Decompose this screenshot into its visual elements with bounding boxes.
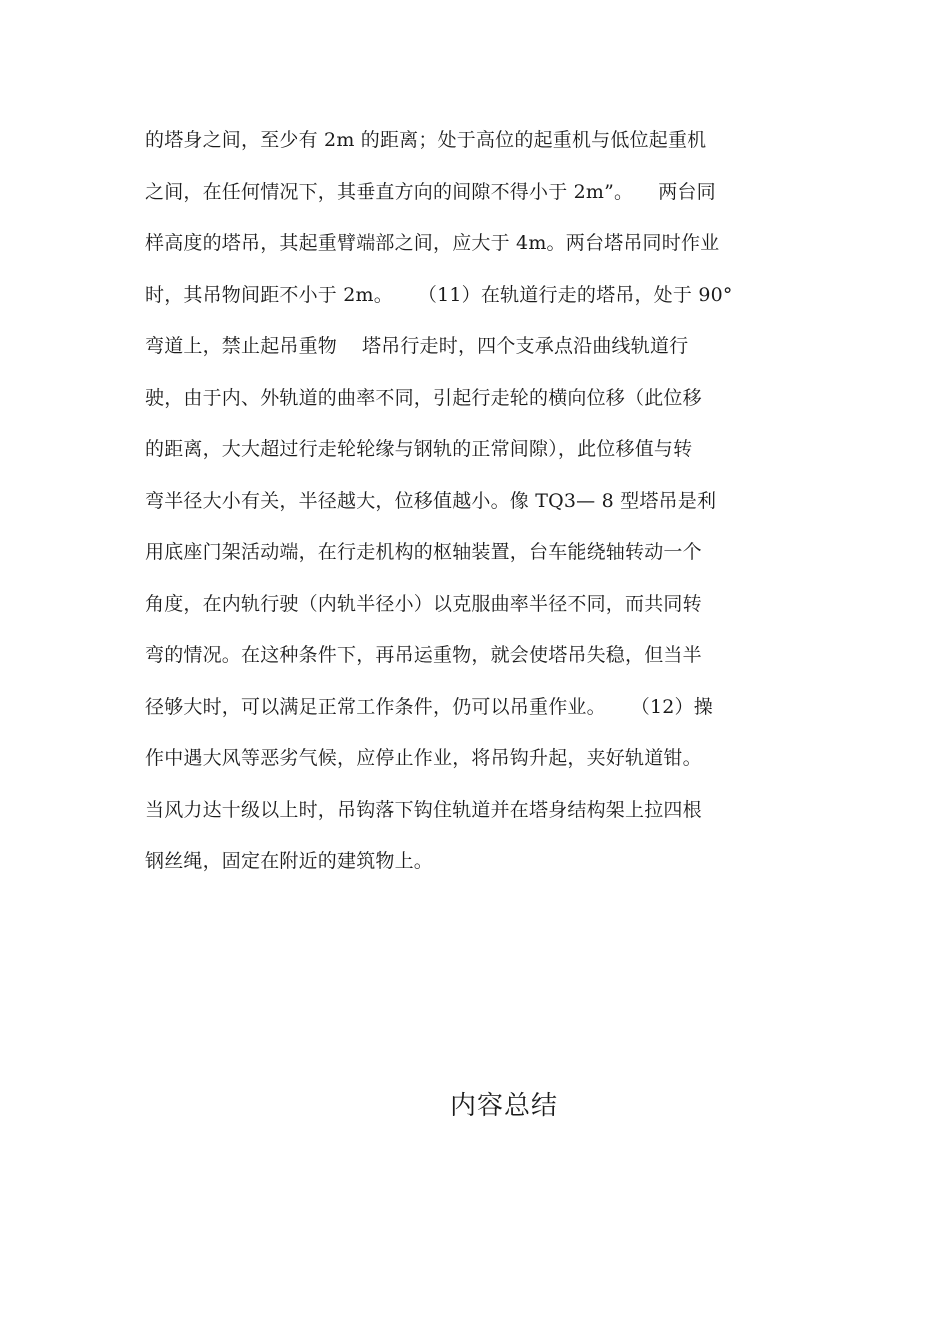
text-line: 驶，由于内、外轨道的曲率不同，引起行走轮的横向位移（此位移: [145, 386, 702, 409]
text-line: 作中遇大风等恶劣气候，应停止作业，将吊钩升起，夹好轨道钳。: [145, 747, 702, 769]
text-line: 弯的情况。在这种条件下，再吊运重物，就会使塔吊失稳，但当半: [145, 644, 702, 666]
text-line: 的塔身之间，至少有 2m 的距离；处于高位的起重机与低位起重机: [145, 129, 707, 151]
text-line: 角度，在内轨行驶（内轨半径小）以克服曲率半径不同，而共同转: [145, 592, 702, 615]
text-line: 样高度的塔吊，其起重臂端部之间，应大于 4m。两台塔吊同时作业: [145, 232, 720, 254]
text-line: 弯半径大小有关，半径越大，位移值越小。像 TQ3— 8 型塔吊是利: [145, 489, 717, 512]
text-line: 之间，在任何情况下，其垂直方向的间隙不得小于 2m”。 两台同: [145, 180, 716, 203]
text-line: 钢丝绳，固定在附近的建筑物上。: [145, 850, 434, 872]
summary-heading: 内容总结: [449, 1091, 558, 1121]
text-line: 径够大时，可以满足正常工作条件，仍可以吊重作业。 （12）操: [145, 695, 713, 718]
text-line: 时，其吊物间距不小于 2m。 （11）在轨道行走的塔吊，处于 90°: [145, 283, 733, 306]
body-paragraph: [145, 115, 810, 888]
text-line: 的距离，大大超过行走轮轮缘与钢轨的正常间隙），此位移值与转: [145, 438, 693, 460]
text-line: 用底座门架活动端，在行走机构的枢轴装置，台车能绕轴转动一个: [145, 541, 702, 563]
text-line: 当风力达十级以上时，吊钩落下钩住轨道并在塔身结构架上拉四根: [145, 798, 702, 821]
text-line: 弯道上，禁止起吊重物 塔吊行走时，四个支承点沿曲线轨道行: [145, 335, 689, 357]
